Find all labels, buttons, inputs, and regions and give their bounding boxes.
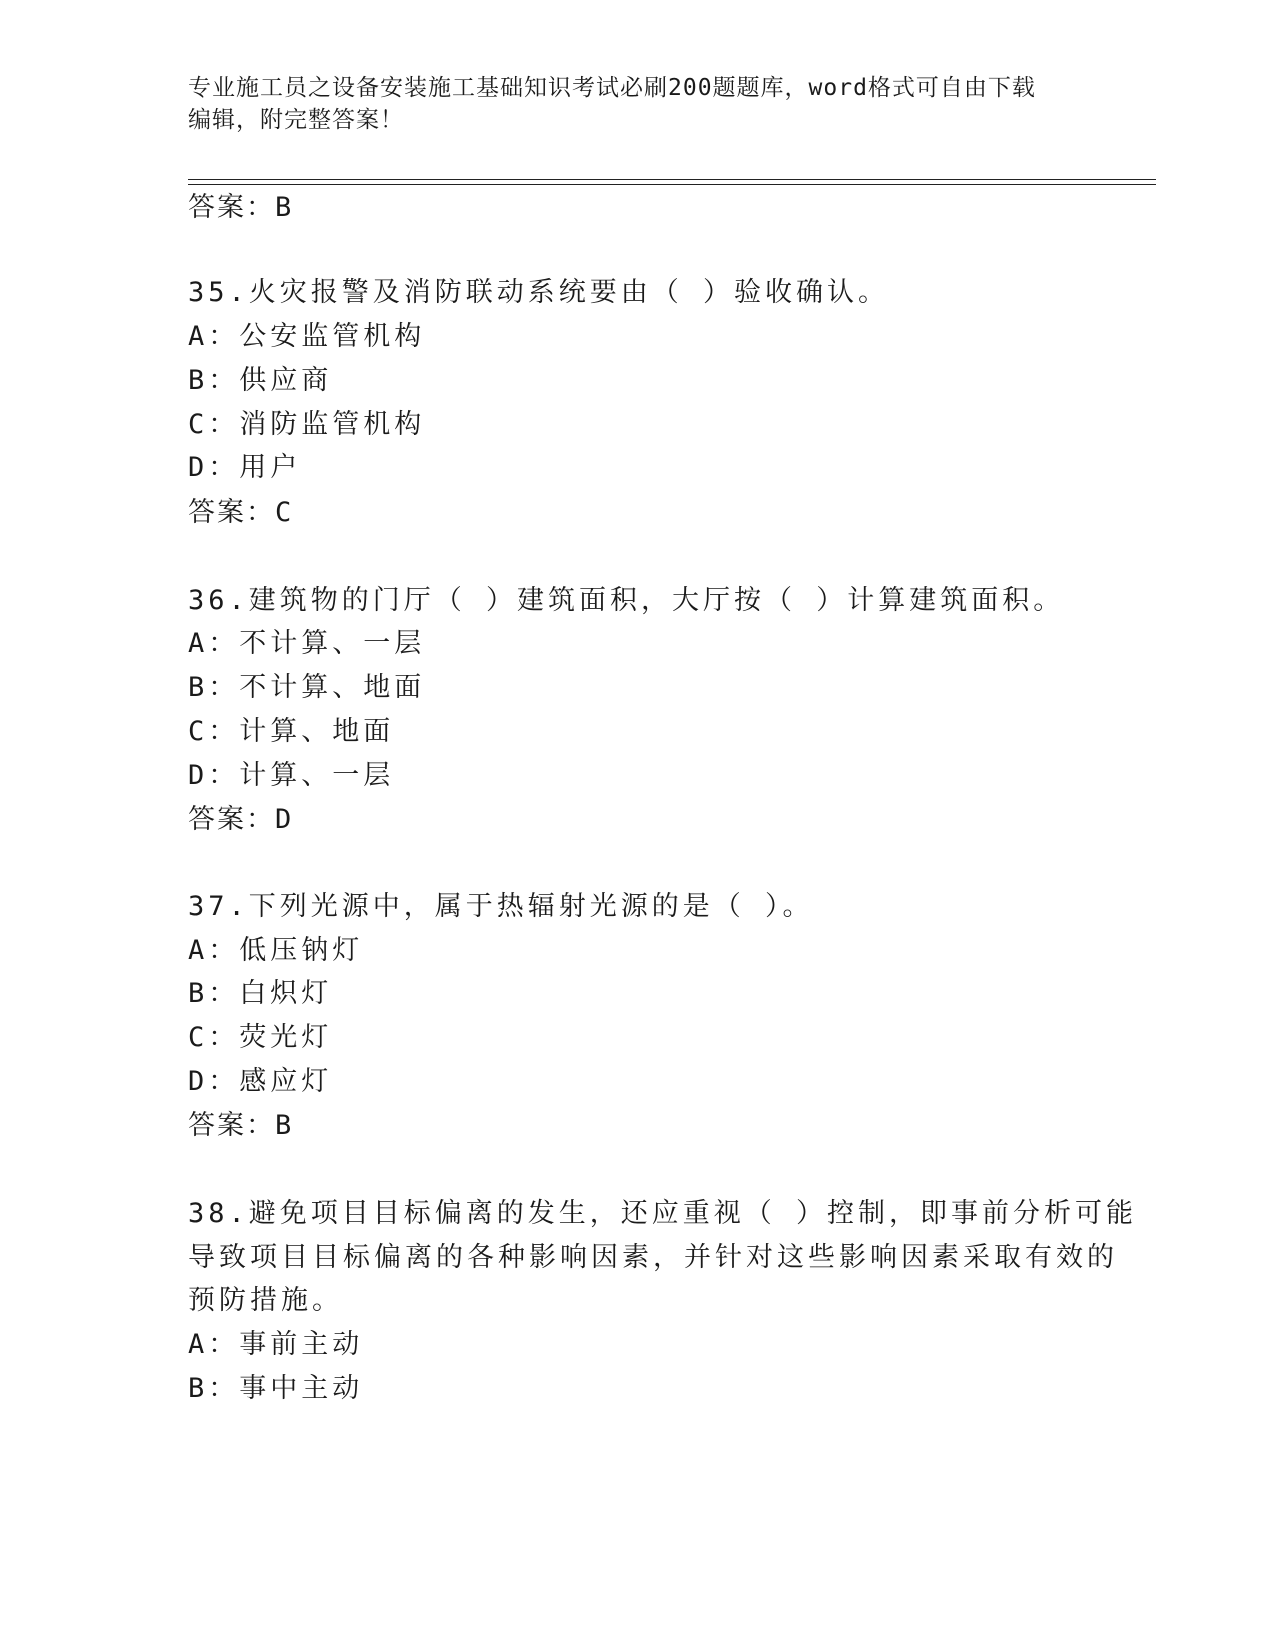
question-35-option-d: D：用户 — [188, 452, 302, 483]
question-35-answer: 答案：C — [188, 497, 294, 528]
question-36-option-d: D：计算、一层 — [188, 760, 395, 791]
question-35-option-b: B：供应商 — [188, 365, 333, 396]
question-38-option-b: B：事中主动 — [188, 1373, 364, 1404]
question-36-option-a: A：不计算、一层 — [188, 628, 426, 659]
question-35-option-a: A：公安监管机构 — [188, 321, 426, 352]
question-38-option-a: A：事前主动 — [188, 1329, 364, 1360]
question-36-option-b: B：不计算、地面 — [188, 672, 426, 703]
question-35-option-c: C：消防监管机构 — [188, 409, 426, 440]
question-36-answer: 答案：D — [188, 804, 294, 835]
header-line-2: 编辑，附完整答案！ — [188, 107, 404, 133]
previous-answer: 答案：B — [188, 192, 294, 223]
question-36-stem: 36.建筑物的门厅（ ）建筑面积，大厅按（ ）计算建筑面积。 — [188, 585, 1065, 616]
question-38-stem-line-1: 38.避免项目目标偏离的发生，还应重视（ ）控制，即事前分析可能 — [188, 1198, 1138, 1229]
question-38-stem-line-3: 预防措施。 — [188, 1285, 343, 1316]
question-37-option-a: A：低压钠灯 — [188, 935, 364, 966]
question-35-stem: 35.火灾报警及消防联动系统要由（ ）验收确认。 — [188, 277, 890, 308]
question-36-option-c: C：计算、地面 — [188, 716, 395, 747]
question-37-option-c: C：荧光灯 — [188, 1022, 333, 1053]
question-37-answer: 答案：B — [188, 1110, 294, 1141]
header-divider-bottom — [188, 184, 1156, 185]
header-divider-top — [188, 179, 1156, 180]
question-37-option-b: B：白炽灯 — [188, 978, 333, 1009]
question-38-stem-line-2: 导致项目目标偏离的各种影响因素，并针对这些影响因素采取有效的 — [188, 1242, 1118, 1273]
question-37-option-d: D：感应灯 — [188, 1066, 333, 1097]
header-line-1: 专业施工员之设备安装施工基础知识考试必刷200题题库，word格式可自由下载 — [188, 75, 1036, 101]
document-header — [188, 72, 1088, 136]
question-37-stem: 37.下列光源中，属于热辐射光源的是（ ）。 — [188, 891, 814, 922]
